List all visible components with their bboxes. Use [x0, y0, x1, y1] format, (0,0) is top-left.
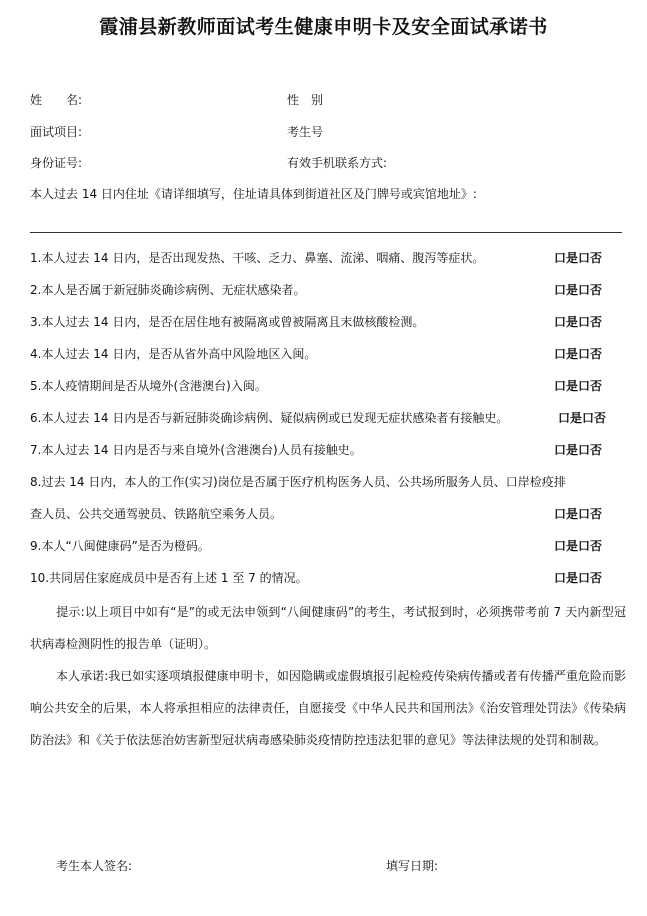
date-label: 填写日期:: [386, 859, 439, 873]
question-text: 7.本人过去 14 日内是否与来自境外(含港澳台)人员有接触史。: [30, 443, 362, 457]
yes-no-checkbox[interactable]: 口是口否: [553, 571, 602, 585]
address-line: [30, 232, 622, 233]
pledge-text: 本人承诺:我已如实逐项填报健康申明卡，如因隐瞒或虚假填报引起检疫传染病传播或者有传播严重危险而影响公共安全的后果，本人将承担相应的法律责任，自愿接受《中华人民共和国刑法》《治安管理处罚法》《传染病防治法》和《关于依法惩治妨害新型冠状病毒感染肺炎疫情防控违法犯罪的意见》等法律法规的处罚和制裁。: [30, 669, 626, 747]
gender-label: 性 别: [287, 93, 324, 107]
question-text: 5.本人疫情期间是否从境外(含港澳台)入闽。: [30, 379, 267, 393]
question-text: 9.本人“八闽健康码”是否为橙码。: [30, 539, 210, 553]
subject-label: 面试项目:: [30, 125, 83, 139]
yes-no-checkbox[interactable]: 口是口否: [553, 315, 602, 329]
pledge-paragraph: [30, 660, 626, 756]
tip-text: 提示:以上项目中如有“是”的或无法申领到“八闽健康码”的考生，考试报到时，必须携带考前 7 天内新型冠状病毒检测阴性的报告单（证明）。: [30, 605, 626, 651]
yes-no-checkbox[interactable]: 口是口否: [553, 283, 602, 297]
question-text: 查人员、公共交通驾驶员、铁路航空乘务人员。: [30, 507, 283, 521]
document-title: 霞浦县新教师面试考生健康申明卡及安全面试承诺书: [99, 16, 548, 38]
signature-label: 考生本人签名:: [56, 859, 133, 873]
name-label: 姓 名:: [30, 93, 83, 107]
phone-label: 有效手机联系方式:: [287, 156, 388, 170]
exam-number-label: 考生号: [287, 125, 324, 139]
question-text: 4.本人过去 14 日内，是否从省外高中风险地区入闽。: [30, 347, 317, 361]
yes-no-checkbox[interactable]: 口是口否: [553, 379, 602, 393]
question-text: 3.本人过去 14 日内，是否在居住地有被隔离或曾被隔离且末做核酸检测。: [30, 315, 425, 329]
question-text: 1.本人过去 14 日内，是否出现发热、干咳、乏力、鼻塞、流涕、咽痛、腹泻等症状。: [30, 251, 485, 265]
tip-paragraph: [30, 596, 626, 660]
question-text: 2.本人是否属于新冠肺炎确诊病例、无症状感染者。: [30, 283, 306, 297]
address-label: 本人过去 14 日内住址《请详细填写，住址请具体到街道社区及门牌号或宾馆地址》:: [30, 187, 477, 201]
yes-no-checkbox[interactable]: 口是口否: [553, 251, 602, 265]
question-text: 8.过去 14 日内，本人的工作(实习)岗位是否属于医疗机构医务人员、公共场所服务人员、口岸检疫排: [30, 475, 566, 489]
id-number-label: 身份证号:: [30, 156, 83, 170]
yes-no-checkbox[interactable]: 口是口否: [557, 411, 606, 425]
yes-no-checkbox[interactable]: 口是口否: [553, 443, 602, 457]
yes-no-checkbox[interactable]: 口是口否: [553, 507, 602, 521]
yes-no-checkbox[interactable]: 口是口否: [553, 539, 602, 553]
question-text: 6.本人过去 14 日内是否与新冠肺炎确诊病例、疑似病例或已发现无症状感染者有接触史。: [30, 411, 509, 425]
question-text: 10.共同居住家庭成员中是否有上述 1 至 7 的情况。: [30, 571, 308, 585]
yes-no-checkbox[interactable]: 口是口否: [553, 347, 602, 361]
